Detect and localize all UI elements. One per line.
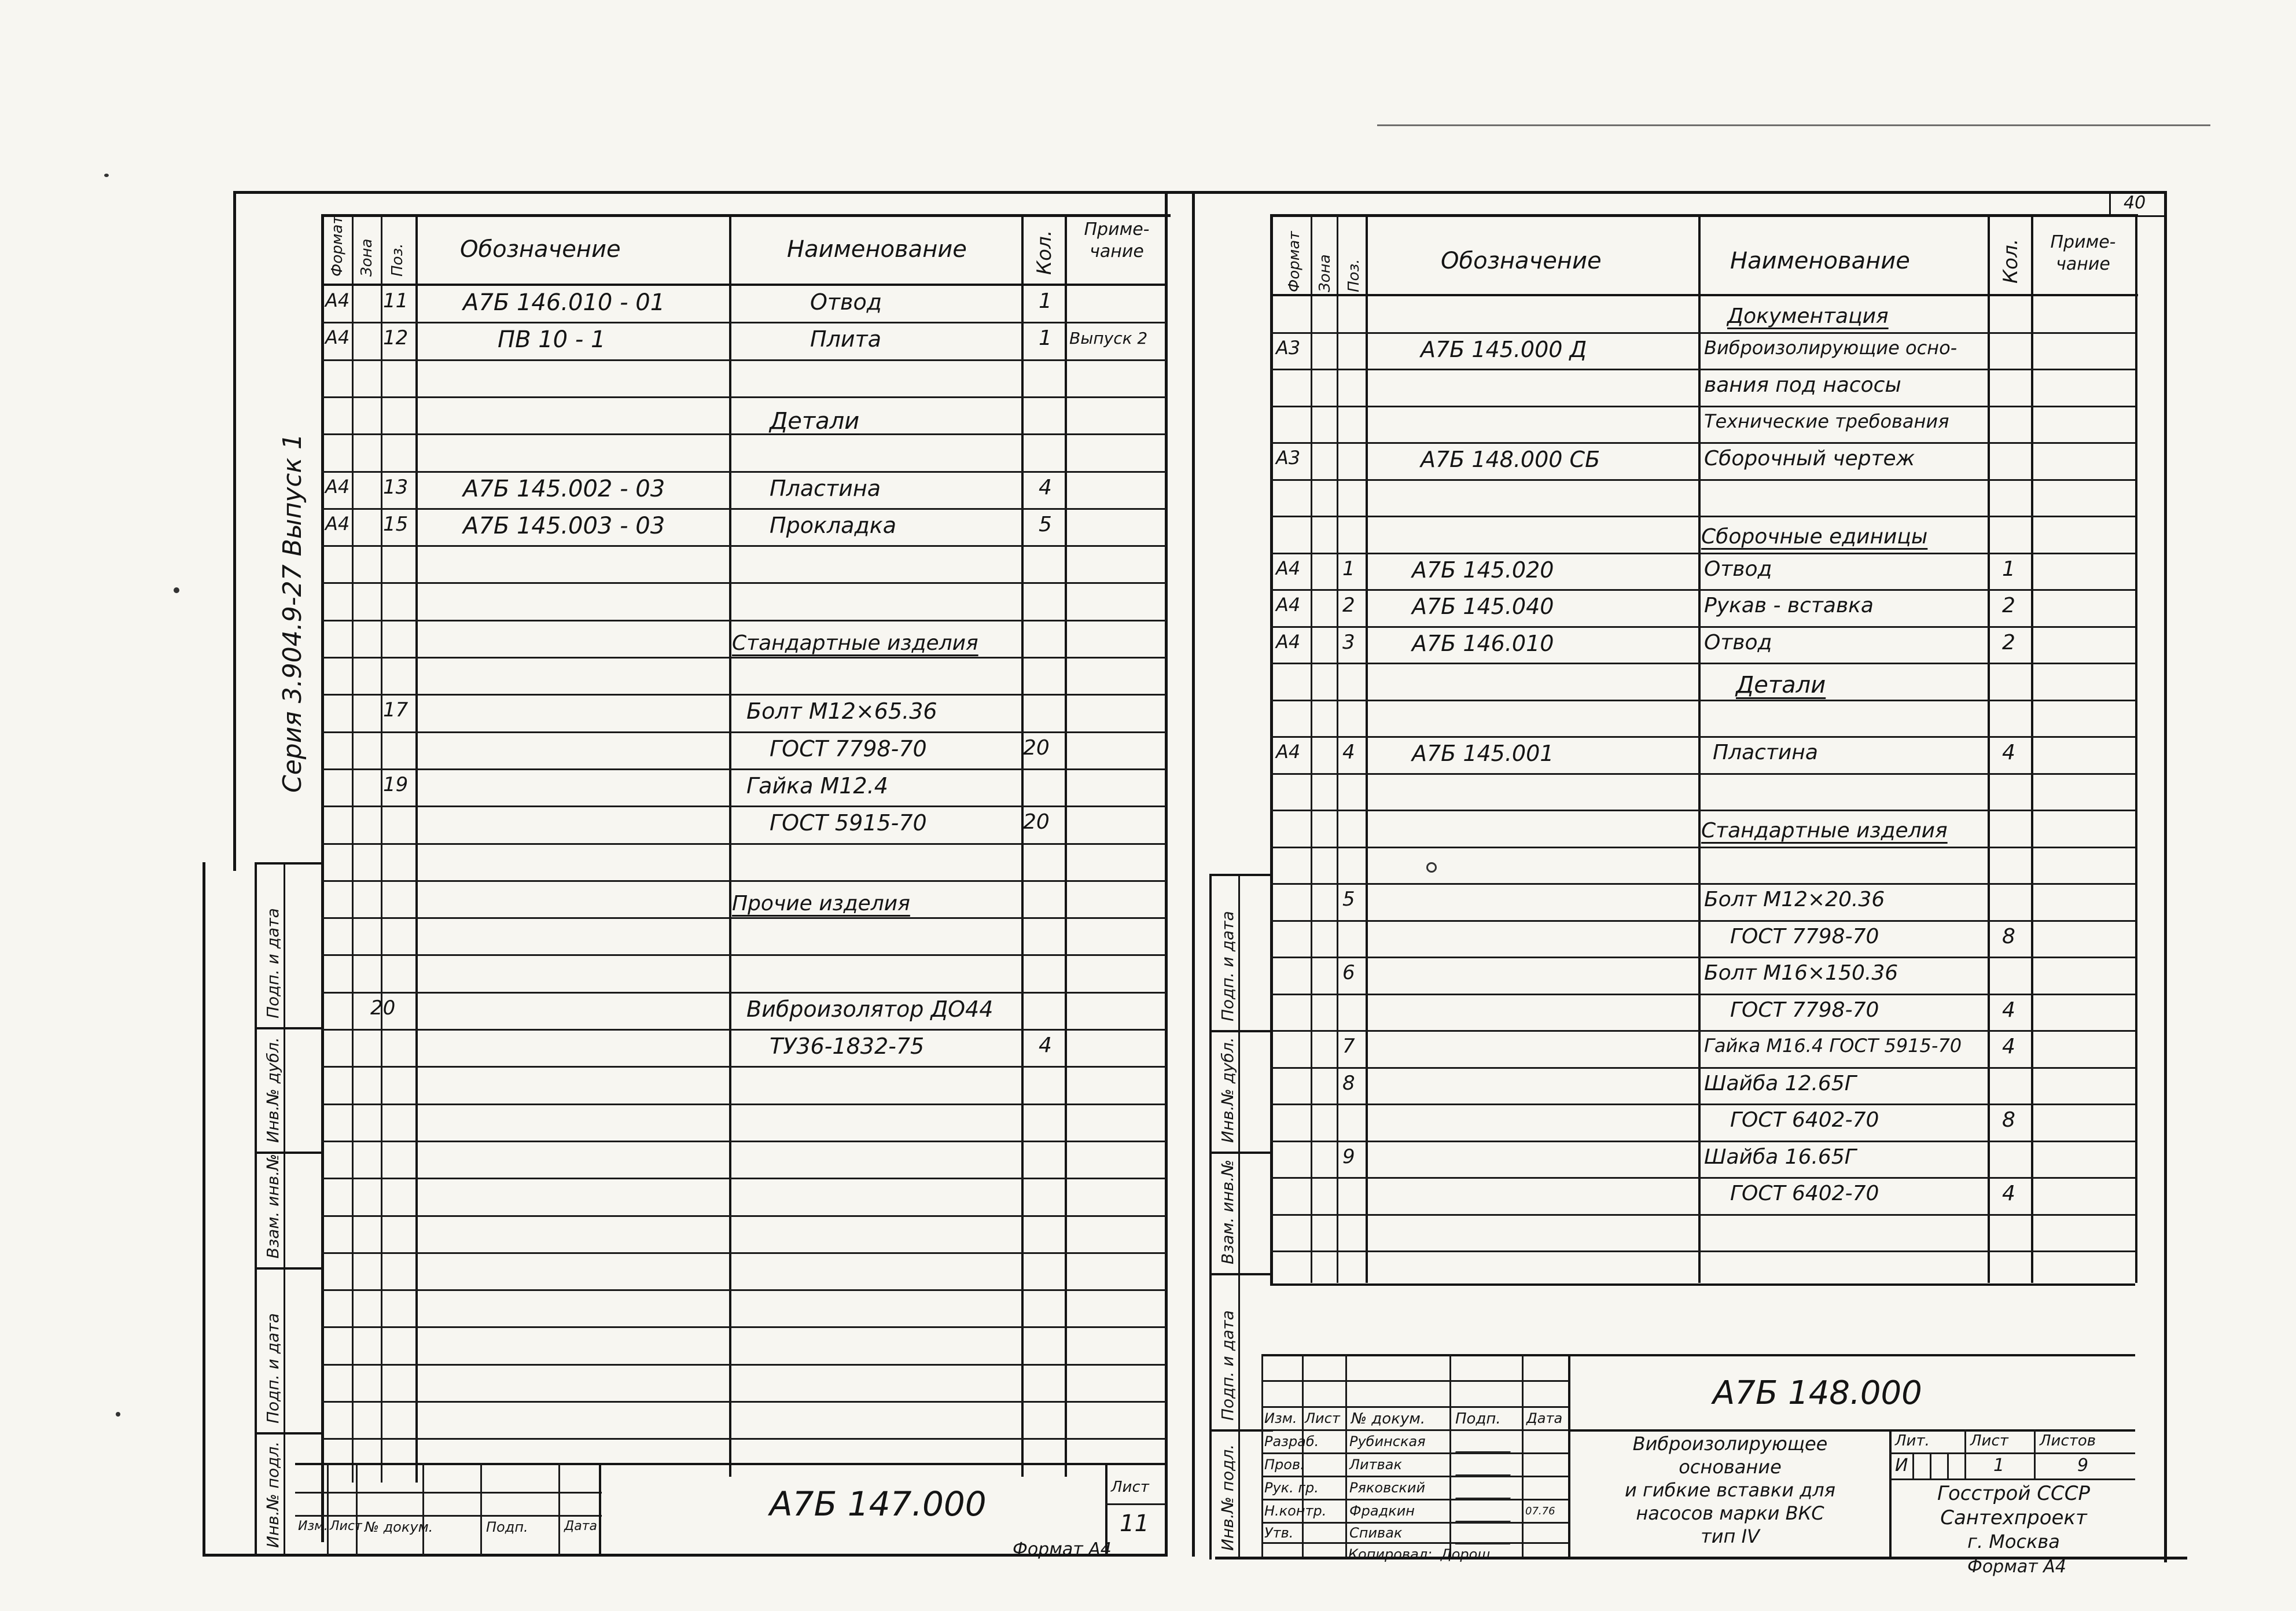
side-stamp-sign-date-1: Подп. и дата: [263, 908, 282, 1018]
cell-designation: А7Б 146.010 - 01: [463, 289, 665, 316]
cell-name: Отвод: [1704, 631, 1772, 654]
row-line: [1270, 442, 2135, 444]
person-name: Ряковский: [1349, 1480, 1426, 1496]
row-line: [1270, 369, 2135, 370]
side-stamp-sign-date-2: Подп. и дата: [263, 1313, 282, 1424]
title-line-5: тип IV: [1701, 1525, 1760, 1547]
signature-scribble: [1455, 1506, 1517, 1522]
cell-name: Отвод: [1704, 557, 1772, 581]
series-title: Серия 3.904.9-27 Выпуск 1: [278, 433, 307, 793]
cell-name: Шайба 16.65Г: [1704, 1145, 1856, 1169]
row-line: [1270, 957, 2135, 958]
side-stamp-sign-date-1: Подп. и дата: [1218, 911, 1237, 1021]
row-line: [1270, 847, 2135, 848]
cell-qty: 4: [2002, 998, 2015, 1022]
row-line: [1270, 773, 2135, 775]
cell-name: Болт М12×65.36: [746, 698, 937, 724]
cell-qty: 5: [1039, 513, 1052, 536]
cell-designation: А7Б 145.040: [1412, 594, 1554, 619]
row-line: [321, 1364, 1166, 1366]
row-line: [321, 731, 1166, 733]
row-line: [1270, 553, 2135, 554]
row-line: [321, 657, 1166, 659]
section-heading: Стандартные изделия: [1701, 819, 1948, 843]
cell-name: ГОСТ 6402-70: [1730, 1108, 1879, 1132]
cell-qty: 1: [2002, 557, 2015, 581]
row-line: [1270, 810, 2135, 811]
cell-pos: 9: [1342, 1145, 1355, 1168]
row-line: [321, 992, 1166, 994]
cell-name: ГОСТ 7798-70: [1730, 925, 1879, 948]
cell-name: Виброизолятор ДО44: [746, 996, 994, 1022]
row-line: [1270, 516, 2135, 517]
row-line: [1270, 1141, 2135, 1142]
section-heading: Сборочные единицы: [1701, 525, 1928, 549]
person-name: Фрадкин: [1349, 1503, 1415, 1519]
sheet-value: 1: [1993, 1455, 2005, 1476]
stamp-sheet-number: 11: [1120, 1510, 1149, 1537]
signature-scribble: [1455, 1459, 1517, 1476]
stamp-col-sheet: Лист: [330, 1519, 362, 1533]
cell-qty: 4: [2002, 1182, 2015, 1205]
row-line: [321, 806, 1166, 807]
header-note: Приме-чание: [1084, 219, 1150, 262]
cell-format: А4: [1276, 557, 1301, 579]
row-line: [1270, 626, 2135, 628]
title-lines: [1571, 1432, 1889, 1548]
row-line: [321, 1215, 1166, 1217]
cell-note: Выпуск 2: [1069, 329, 1148, 348]
cell-name: Прокладка: [770, 513, 896, 538]
row-line: [321, 768, 1166, 770]
cell-qty: 1: [1039, 326, 1052, 350]
row-line: [321, 1326, 1166, 1328]
section-heading: Прочие изделия: [732, 892, 910, 915]
side-stamp-orig-inv: Инв.№ подл.: [263, 1441, 282, 1548]
stamp-col-change: Изм.: [298, 1519, 328, 1533]
row-line: [1270, 589, 2135, 591]
sheet-label: Лист: [1970, 1432, 2008, 1450]
cell-pos: 15: [383, 513, 409, 536]
organization: [1892, 1481, 2135, 1553]
cell-qty: 8: [2002, 925, 2015, 948]
cell-pos: 13: [383, 476, 409, 499]
cell-designation: А7Б 148.000 СБ: [1421, 447, 1600, 472]
cell-qty: 4: [2002, 1035, 2015, 1058]
cell-pos: 12: [383, 326, 409, 350]
side-stamp-sign-date-2: Подп. и дата: [1218, 1310, 1237, 1421]
section-heading: Детали: [770, 408, 860, 435]
row-line: [1270, 736, 2135, 738]
cell-format: А4: [1276, 741, 1301, 763]
stamp-col-date: Дата: [1526, 1410, 1563, 1426]
cell-designation: ПВ 10 - 1: [498, 326, 606, 353]
cell-qty: 2: [2002, 631, 2015, 654]
stamp-designation: А7Б 148.000: [1713, 1374, 1922, 1412]
page-number: 40: [2124, 193, 2146, 213]
section-heading: Детали: [1736, 672, 1826, 698]
title-line-1: Виброизолирующее: [1632, 1433, 1828, 1455]
side-stamp-dup-inv: Инв.№ дубл.: [1218, 1037, 1237, 1143]
stamp-col-date: Дата: [564, 1519, 597, 1533]
cell-pos: 6: [1342, 961, 1355, 984]
header-designation: Обозначение: [1441, 248, 1602, 274]
scan-line: [1377, 124, 2210, 126]
scan-speck: [174, 587, 179, 593]
cell-qty: 2: [2002, 594, 2015, 617]
row-line: [1270, 1030, 2135, 1032]
side-stamp-replace-inv: Взам. инв.№: [263, 1153, 282, 1259]
stamp-col-doc: № докум.: [365, 1519, 433, 1535]
header-name: Наименование: [787, 236, 967, 263]
cell-name: Пластина: [770, 476, 881, 501]
row-line: [321, 1141, 1166, 1142]
header-zone: Зона: [358, 238, 376, 277]
cell-pos: 1: [1342, 557, 1355, 580]
row-line: [1270, 1250, 2135, 1252]
signature-scribble: [1455, 1436, 1517, 1453]
cell-format: А4: [325, 289, 350, 311]
person-name: Рубинская: [1349, 1433, 1426, 1450]
row-line: [321, 359, 1166, 361]
cell-pos: 8: [1342, 1072, 1355, 1095]
cell-name: Шайба 12.65Г: [1704, 1072, 1856, 1095]
header-designation: Обозначение: [460, 236, 621, 263]
person-role: Рук. гр.: [1264, 1480, 1319, 1496]
row-line: [1270, 1104, 2135, 1105]
cell-pos: 4: [1342, 741, 1355, 764]
row-line: [1270, 1067, 2135, 1069]
cell-qty: 20: [1023, 736, 1050, 760]
stamp-col-change: Изм.: [1264, 1410, 1297, 1426]
cell-name: Сборочный чертеж: [1704, 447, 1915, 470]
cell-format: А3: [1276, 447, 1301, 469]
row-line: [321, 954, 1166, 956]
copied-name: Дорош: [1441, 1546, 1491, 1562]
row-line: [1270, 994, 2135, 995]
cell-format: А4: [1276, 594, 1301, 616]
scan-speck: [116, 1412, 120, 1417]
cell-format: А4: [325, 513, 350, 535]
header-format: Формат: [1286, 231, 1303, 292]
person-date: 07.76: [1525, 1505, 1555, 1517]
row-line: [321, 1438, 1166, 1440]
row-line: [321, 843, 1166, 845]
title-line-2: основание: [1679, 1456, 1782, 1478]
row-line: [321, 508, 1166, 510]
row-line: [321, 1401, 1166, 1403]
cell-designation: А7Б 145.003 - 03: [463, 513, 665, 539]
header-name: Наименование: [1730, 248, 1910, 274]
cell-name: Гайка М12.4: [746, 773, 888, 799]
cell-qty: 8: [2002, 1108, 2015, 1132]
side-stamp-orig-inv: Инв.№ подл.: [1218, 1444, 1237, 1551]
person-role: Разраб.: [1264, 1433, 1319, 1450]
title-line-3: и гибкие вставки для: [1625, 1479, 1835, 1501]
cell-designation: А7Б 145.001: [1412, 741, 1554, 766]
cell-designation: А7Б 145.002 - 03: [463, 476, 665, 502]
row-line: [321, 545, 1166, 547]
row-line: [321, 1178, 1166, 1179]
copied-label: Копировал:: [1348, 1546, 1433, 1562]
person-role: Утв.: [1264, 1525, 1294, 1541]
section-heading: Документация: [1727, 304, 1889, 328]
cell-format: А4: [325, 476, 350, 498]
cell-pos: 7: [1342, 1035, 1355, 1058]
row-line: [321, 1104, 1166, 1105]
side-stamp-dup-inv: Инв.№ дубл.: [263, 1037, 282, 1143]
cell-name: вания под насосы: [1704, 373, 1901, 397]
header-qty: Кол.: [1999, 238, 2022, 284]
cell-name: Виброизолирующие осно-: [1704, 337, 1958, 359]
person-name: Спивак: [1349, 1525, 1403, 1541]
row-line: [321, 322, 1166, 323]
person-role: Пров.: [1264, 1456, 1305, 1473]
org-line-1: Госстрой СССР: [1937, 1482, 2090, 1505]
table-bottom-line: [1270, 1283, 2135, 1286]
cell-name: Отвод: [810, 289, 882, 315]
cell-qty: 4: [2002, 741, 2015, 764]
cell-name: Болт М16×150.36: [1704, 961, 1898, 985]
cell-name: ГОСТ 7798-70: [1730, 998, 1879, 1022]
cell-name: Плита: [810, 326, 881, 352]
stamp-col-sheet: Лист: [1305, 1410, 1340, 1426]
org-line-2: Сантехпроект: [1940, 1506, 2087, 1529]
cell-pos: 2: [1342, 594, 1355, 617]
row-line: [321, 582, 1166, 584]
header-pos: Поз.: [1345, 259, 1363, 292]
signature-scribble: [1455, 1483, 1517, 1499]
cell-pos: 5: [1342, 888, 1355, 911]
header-qty: Кол.: [1033, 230, 1056, 275]
row-line: [321, 396, 1166, 398]
stamp-col-doc: № докум.: [1351, 1410, 1426, 1428]
cell-designation: А7Б 146.010: [1412, 631, 1554, 656]
cell-designation: А7Б 145.000 Д: [1421, 337, 1587, 362]
row-line: [1270, 479, 2135, 481]
cell-name: Болт М12×20.36: [1704, 888, 1885, 911]
cell-name: ТУ36-1832-75: [770, 1033, 925, 1059]
signature-scribble: [1455, 1528, 1517, 1544]
header-pos: Поз.: [389, 243, 406, 277]
row-line: [1270, 920, 2135, 922]
row-line: [321, 1289, 1166, 1291]
row-line: [1270, 1177, 2135, 1179]
person-name: Литвак: [1349, 1456, 1402, 1473]
row-line: [321, 917, 1166, 919]
cell-pos: 19: [383, 773, 409, 796]
cell-designation: А7Б 145.020: [1412, 557, 1554, 583]
row-line: [321, 1252, 1166, 1254]
row-line: [321, 471, 1166, 473]
stamp-sheet-label: Лист: [1111, 1478, 1149, 1496]
row-line: [321, 433, 1166, 435]
row-line: [321, 694, 1166, 696]
row-line: [1270, 663, 2135, 664]
section-heading: Стандартные изделия: [732, 631, 978, 655]
cell-name: Гайка М16.4 ГОСТ 5915-70: [1704, 1035, 1962, 1057]
row-line: [1270, 700, 2135, 701]
cell-pos: 17: [383, 698, 409, 722]
sheets-value: 9: [2077, 1455, 2089, 1476]
side-stamp-replace-inv: Взам. инв.№: [1218, 1159, 1237, 1264]
sheets-label: Листов: [2040, 1432, 2096, 1450]
cell-pos: 3: [1342, 631, 1355, 654]
row-line: [321, 1029, 1166, 1031]
header-note: Приме-чание: [2050, 232, 2116, 274]
cell-name: ГОСТ 5915-70: [770, 810, 927, 836]
stamp-col-sign: Подп.: [486, 1519, 528, 1535]
row-line: [321, 620, 1166, 621]
format-label: Формат А4: [1967, 1557, 2066, 1577]
cell-name: ГОСТ 7798-70: [770, 736, 927, 762]
stamp-col-sign: Подп.: [1455, 1410, 1501, 1428]
cell-format: А4: [325, 326, 350, 348]
title-line-4: насосов марки ВКС: [1636, 1502, 1824, 1524]
cell-pos: 20: [370, 996, 396, 1020]
cell-qty: 20: [1023, 810, 1050, 834]
cell-qty: 1: [1039, 289, 1052, 313]
cell-name: Пластина: [1713, 741, 1818, 764]
row-line: [321, 1066, 1166, 1068]
lit-value: И: [1895, 1455, 1908, 1476]
person-role: Н.контр.: [1264, 1503, 1327, 1519]
scan-speck: [104, 174, 109, 177]
lit-label: Лит.: [1895, 1432, 1930, 1450]
row-line: [1270, 332, 2135, 334]
format-label: Формат А4: [1013, 1539, 1112, 1559]
stamp-designation: А7Б 147.000: [770, 1484, 987, 1524]
cell-name: Технические требования: [1704, 410, 1949, 432]
header-zone: Зона: [1316, 254, 1334, 292]
row-line: [1270, 406, 2135, 407]
scan-speck: [1426, 862, 1437, 873]
cell-name: ГОСТ 6402-70: [1730, 1182, 1879, 1205]
org-line-3: г. Москва: [1967, 1531, 2060, 1553]
cell-format: А3: [1276, 337, 1301, 359]
cell-pos: 11: [383, 289, 409, 312]
row-line: [1270, 883, 2135, 885]
cell-qty: 4: [1039, 1033, 1052, 1057]
cell-qty: 4: [1039, 476, 1052, 499]
row-line: [1270, 1214, 2135, 1216]
cell-format: А4: [1276, 631, 1301, 653]
cell-name: Рукав - вставка: [1704, 594, 1874, 617]
row-line: [321, 880, 1166, 882]
header-format: Формат: [329, 215, 346, 277]
